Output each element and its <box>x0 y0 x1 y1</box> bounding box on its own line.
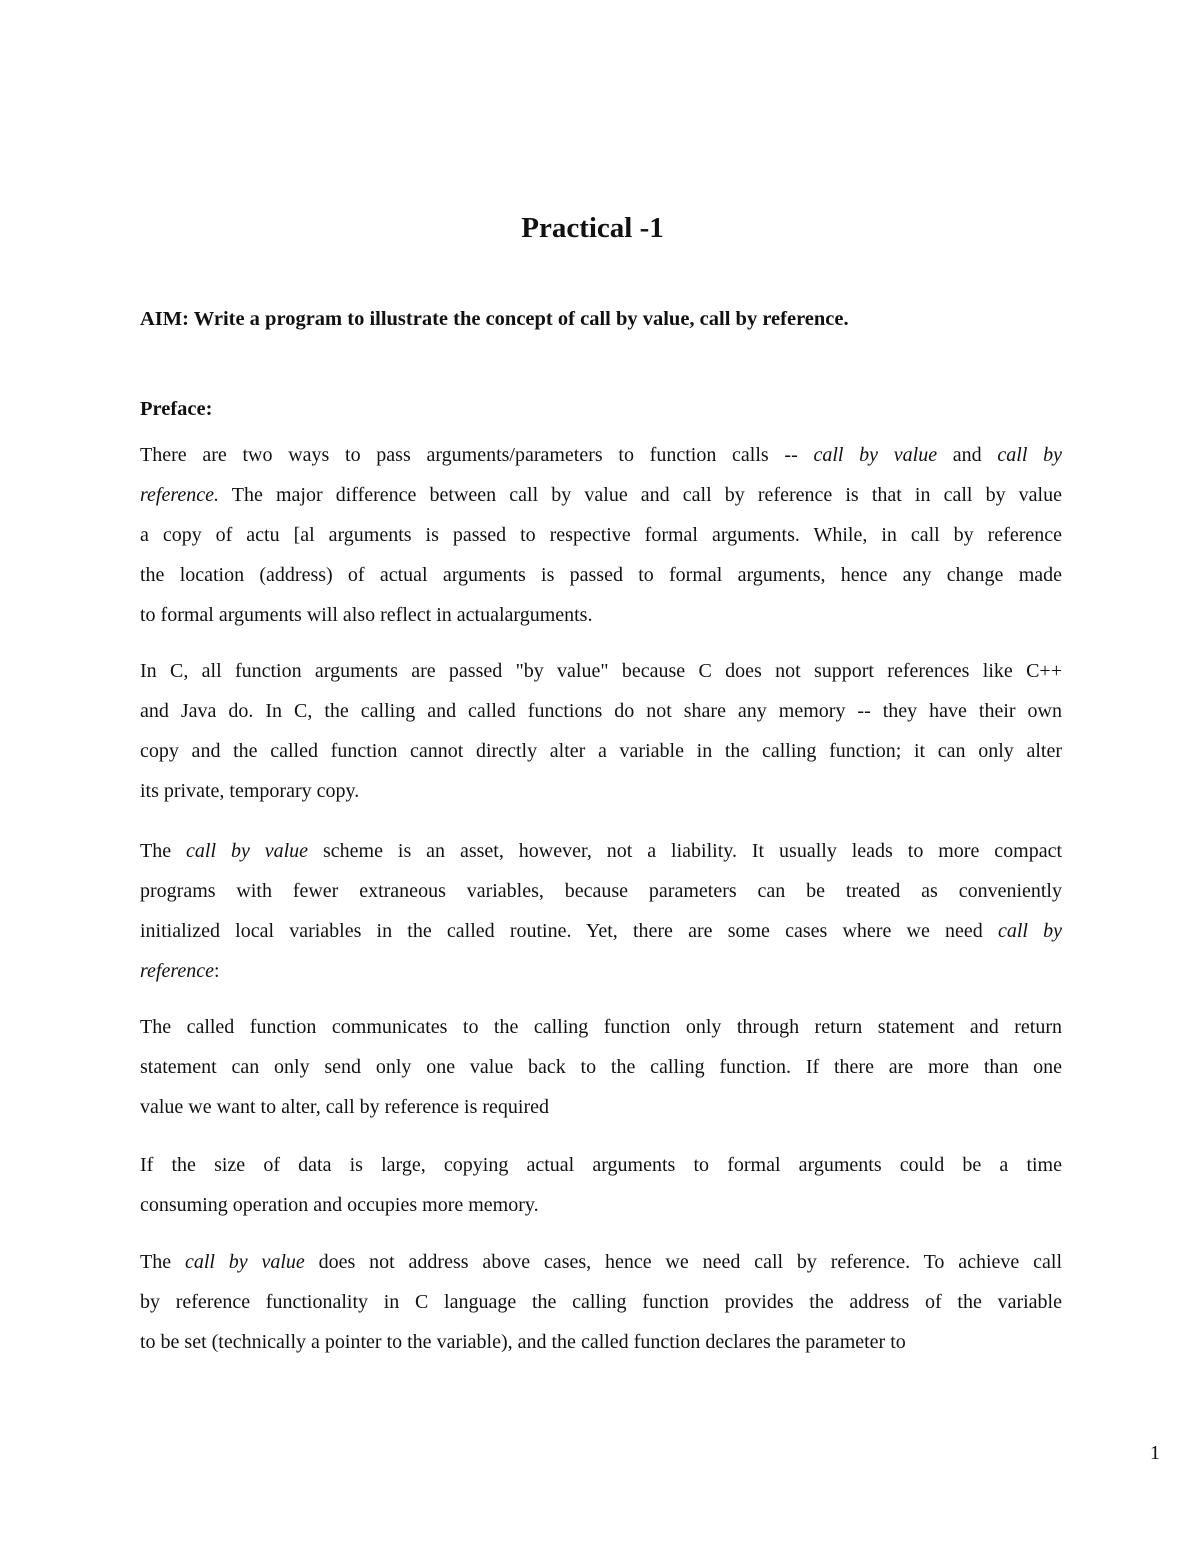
text-line: The call by value scheme is an asset, however, not a liability. It usually leads to more compact <box>140 840 1063 862</box>
text-line: to formal arguments will also reflect in actualarguments. <box>140 604 593 626</box>
page-number: 1 <box>1150 1442 1160 1464</box>
text-line: value we want to alter, call by reference is required <box>140 1096 549 1118</box>
text-line: There are two ways to pass arguments/parameters to function calls -- call by value and call by <box>140 444 1062 466</box>
text-line: The call by value does not address above cases, hence we need call by reference. To achieve call <box>140 1251 1062 1273</box>
paragraph-return-statement <box>140 1007 1062 1127</box>
emphasis-text: call by value <box>184 1251 305 1273</box>
text-line: the location (address) of actual arguments is passed to formal arguments, hence any change made <box>140 564 1062 586</box>
text-line: its private, temporary copy. <box>140 780 360 802</box>
emphasis-text: call by <box>997 920 1062 942</box>
aim-statement: AIM: Write a program to illustrate the concept of call by value, call by reference. <box>140 308 849 330</box>
emphasis-text: reference. <box>140 484 220 506</box>
text-line: consuming operation and occupies more memory. <box>140 1194 539 1216</box>
emphasis-text: call by value <box>813 444 938 466</box>
text-line: reference. The major difference between call by value and call by reference is that in call by value <box>140 484 1062 506</box>
text-line: In C, all function arguments are passed "by value" because C does not support references like C++ <box>140 660 1062 682</box>
paragraph-achieve-reference <box>140 1242 1062 1362</box>
emphasis-text: call by value <box>186 840 309 862</box>
text-line: statement can only send only one value back to the calling function. If there are more than one <box>140 1056 1062 1078</box>
text-line: copy and the called function cannot directly alter a variable in the calling function; it can only alter <box>140 740 1062 762</box>
emphasis-text: reference <box>140 960 215 982</box>
text-line: The called function communicates to the calling function only through return statement and return <box>140 1016 1062 1038</box>
preface-heading: Preface: <box>140 398 213 420</box>
paragraph-passing-methods <box>140 435 1062 635</box>
text-line: a copy of actu [al arguments is passed to respective formal arguments. While, in call by reference <box>140 524 1062 546</box>
text-line: initialized local variables in the called routine. Yet, there are some cases where we need call by <box>140 920 1062 942</box>
text-line: by reference functionality in C language the calling function provides the address of the variable <box>140 1291 1062 1313</box>
text-line: reference: <box>140 960 220 982</box>
text-line: If the size of data is large, copying actual arguments to formal arguments could be a time <box>140 1154 1062 1176</box>
paragraph-c-by-value <box>140 651 1062 811</box>
paragraph-large-data <box>140 1145 1062 1225</box>
text-line: to be set (technically a pointer to the variable), and the called function declares the parameter to <box>140 1331 906 1353</box>
text-line: programs with fewer extraneous variables, because parameters can be treated as conveniently <box>140 880 1062 902</box>
paragraph-call-by-value-asset <box>140 831 1062 991</box>
page-title: Practical -1 <box>521 212 664 244</box>
emphasis-text: call by <box>997 444 1062 466</box>
text-line: and Java do. In C, the calling and called functions do not share any memory -- they have their own <box>140 700 1062 722</box>
